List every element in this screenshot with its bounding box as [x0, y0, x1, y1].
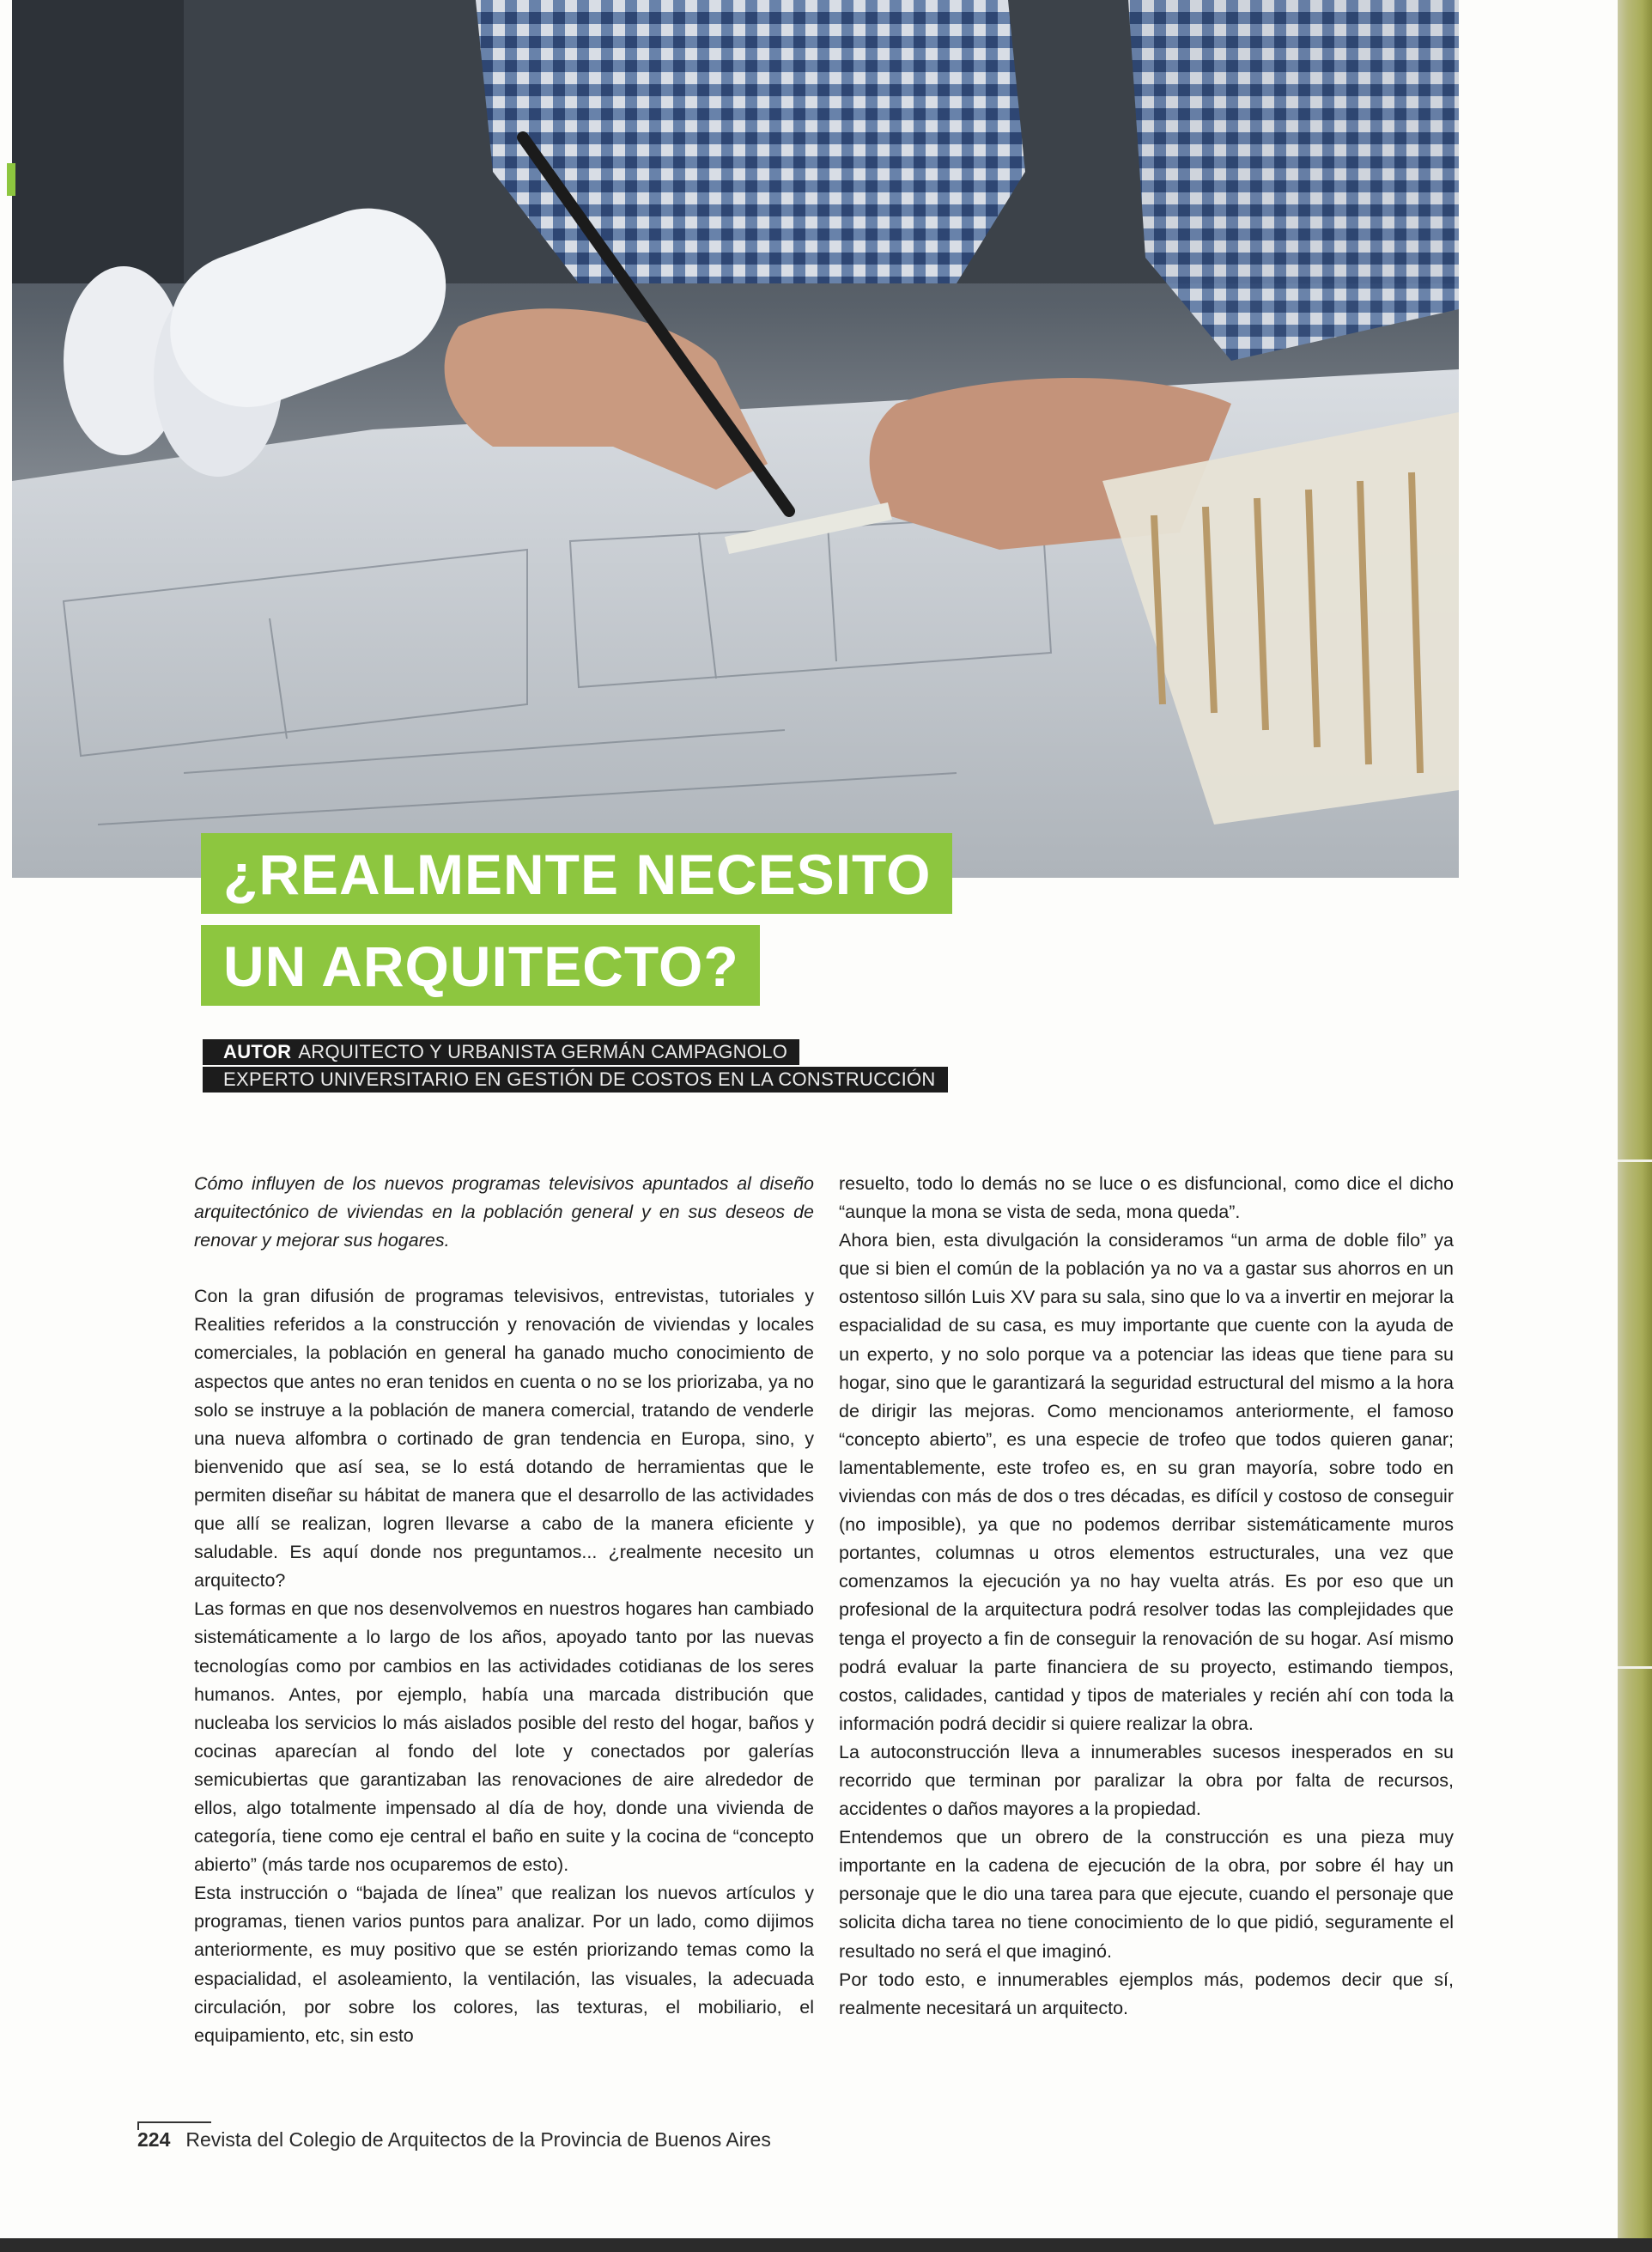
article-title-line-1: ¿REALMENTE NECESITO: [201, 833, 952, 914]
footer-rule: [137, 2121, 211, 2123]
hero-photo: [12, 0, 1459, 878]
body-column-left: [194, 1170, 814, 2050]
author-name: ARQUITECTO Y URBANISTA GERMÁN CAMPAGNOLO: [298, 1041, 788, 1062]
author-credentials: EXPERTO UNIVERSITARIO EN GESTIÓN DE COSTOS EN LA CONSTRUCCIÓN: [203, 1067, 948, 1093]
article-lead: Cómo influyen de los nuevos programas televisivos apuntados al diseño arquitectónico de viviendas en la población general y en sus deseos de renovar y mejorar sus hogares.: [194, 1173, 814, 1251]
paragraph: Entendemos que un obrero de la construcción es una pieza muy importante en la cadena de ejecución de la obra, por sobre él hay un personaje que le dio una tarea para que ejecute, cuando el personaje que solicita dicha tarea no tiene conocimiento de lo que pidió, seguramente el resultado no será el que imaginó.: [839, 1827, 1454, 1962]
page-number: 224: [137, 2128, 171, 2151]
adjacent-page-edge: [1618, 0, 1652, 2252]
paragraph: Con la gran difusión de programas televisivos, entrevistas, tutoriales y Realities referidos a la construcción y renovación de viviendas y locales comerciales, la población en general ha ganado mucho conocimiento de aspectos que antes no eran tenidos en cuenta o no se los priorizaba, ya no solo se instruye a la población de manera comercial, tratando de venderle una nueva alfombra o cortinado de gran tendencia en Europa, sino, y bienvenido que así sea, se lo está dotando de herramientas que le permiten diseñar su hábitat de manera que el desarrollo de las actividades que allí se realizan, logren llevarse a cabo de la manera eficiente y saludable. Es aquí donde nos preguntamos... ¿realmente necesito un arquitecto?: [194, 1286, 814, 1592]
paragraph: Ahora bien, esta divulgación la consideramos “un arma de doble filo” ya que si bien el común de la población ya no va a gastar sus ahorros en un ostentoso sillón Luis XV para su sala, sino que lo va a invertir en mejorar la espacialidad de su casa, es muy importante que cuente con la ayuda de un experto, y no solo porque va a potenciar las ideas que tiene para su hogar, sino que le garantizará la seguridad estructural del mismo a la hora de dirigir las mejoras. Como mencionamos anteriormente, el famoso “concepto abierto”, es una especie de trofeo que todos quieren ganar; lamentablemente, este trofeo es, en su gran mayoría, sobre todo en viviendas con más de dos o tres décadas, es difícil y costoso de conseguir (no imposible), ya que no podemos derribar sistemáticamente muros portantes, columnas u otros elementos estructurales, una vez que comenzamos la ejecución ya no hay vuelta atrás. Es por eso que un profesional de la arquitectura podrá resolver todas las complejidades que tenga el proyecto a fin de conseguir la renovación de su hogar. Así mismo podrá evaluar la parte financiera de su proyecto, estimando tiempos, costos, calidades, cantidad y tipos de materiales y recién ahí con toda la información podrá decidir si quiere realizar la obra.: [839, 1230, 1454, 1734]
body-column-right: [839, 1170, 1454, 2023]
edge-color-mark: [7, 163, 15, 196]
author-byline: [203, 1039, 799, 1065]
paragraph: Por todo esto, e innumerables ejemplos más, podemos decir que sí, realmente necesitará un arquitecto.: [839, 1969, 1454, 2018]
paragraph: resuelto, todo lo demás no se luce o es disfuncional, como dice el dicho “aunque la mona se vista de seda, mona queda”.: [839, 1173, 1454, 1223]
page-footer: [137, 2128, 771, 2152]
paragraph: La autoconstrucción lleva a innumerables sucesos inesperados en su recorrido que terminan por paralizar la obra por falta de recursos, accidentes o daños mayores a la propiedad.: [839, 1741, 1454, 1820]
paragraph: Las formas en que nos desenvolvemos en nuestros hogares han cambiado sistemáticamente a lo largo de los años, apoyado tanto por las nuevas tecnologías como por cambios en las actividades cotidianas de los seres humanos. Antes, por ejemplo, había una marcada distribución que nucleaba los servicios lo más aislados posible del resto del hogar, baños y cocinas aparecían al fondo del lote y conectados por galerías semicubiertas que garantizaban las renovaciones de aire alrededor de ellos, algo totalmente impensado al día de hoy, donde una vivienda de categoría, tiene como eje central el baño en suite y la cocina de “concepto abierto” (más tarde nos ocuparemos de esto).: [194, 1598, 814, 1876]
article-title-line-2: UN ARQUITECTO?: [201, 925, 760, 1006]
scan-bottom-edge: [0, 2238, 1652, 2252]
author-label: AUTOR: [223, 1041, 292, 1062]
architect-blueprint-illustration: [12, 0, 1459, 878]
publication-name: Revista del Colegio de Arquitectos de la Provincia de Buenos Aires: [185, 2128, 771, 2151]
paragraph: Esta instrucción o “bajada de línea” que realizan los nuevos artículos y programas, tienen varios puntos para analizar. Por un lado, como dijimos anteriormente, es muy positivo que se estén priorizando temas como la espacialidad, el asoleamiento, la ventilación, las visuales, la adecuada circulación, por sobre los colores, las texturas, el mobiliario, el equipamiento, etc, sin esto: [194, 1883, 814, 2046]
